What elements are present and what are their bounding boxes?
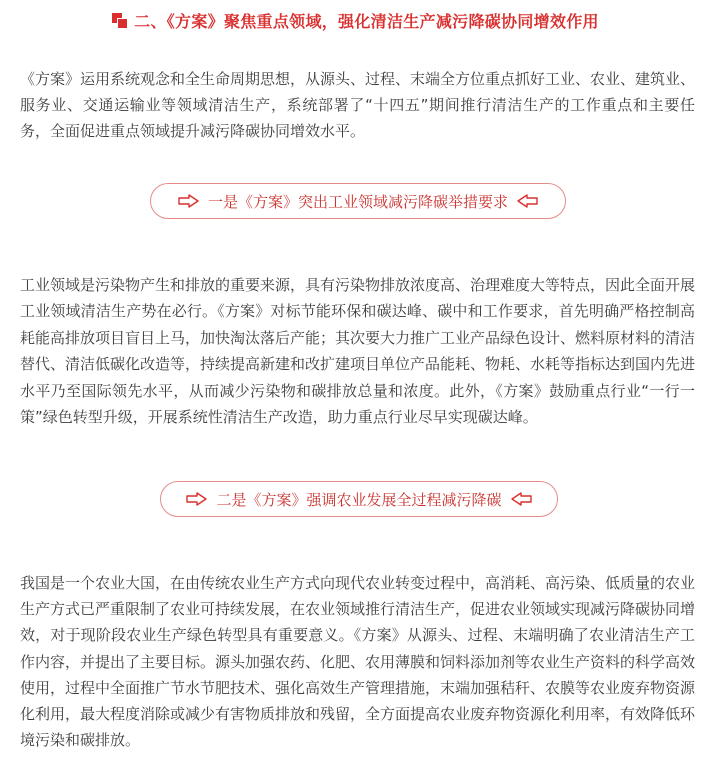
paragraph-intro: 《方案》运用系统观念和全生命周期思想，从源头、过程、末端全方位重点抓好工业、农业、建筑业、服务业、交通运输业等领域清洁生产，系统部署了“十四五”期间推行清洁生产的工作重点和主要任务，全面促进重点领域提升减污降碳协同增效水平。 [20,70,696,140]
subheading-text-agriculture: 二是《方案》强调农业发展全过程减污降碳 [216,490,502,509]
section-heading [0,8,711,32]
paragraph-agriculture: 我国是一个农业大国，在由传统农业生产方式向现代农业转变过程中，高消耗、高污染、低质量的农业生产方式已严重限制了农业可持续发展，在农业领域推行清洁生产，促进农业领域实现减污降碳协同增效，对于现阶段农业生产绿色转型具有重要意义。《方案》从源头、过程、末端明确了农业清洁生产工作内容，并提出了主要目标。源头加强农药、化肥、农用薄膜和饲料添加剂等农业生产资料的科学高效使用，过程中全面推广节水节肥技术、强化高效生产管理措施，末端加强秸秆、农膜等农业废弃物资源化利用，最大程度消除或减少有害物质排放和残留，全方面提高农业废弃物资源化利用率，有效降低环境污染和碳排放。 [20,574,696,750]
red-squares-icon [112,13,126,27]
arrow-right-icon [186,492,208,506]
section-heading-text: 二、《方案》聚焦重点领域，强化清洁生产减污降碳协同增效作用 [134,11,599,31]
arrow-left-icon [510,492,532,506]
paragraph-industry: 工业领域是污染物产生和排放的重要来源，具有污染物排放浓度高、治理难度大等特点，因此全面开展工业领域清洁生产势在必行。《方案》对标节能环保和碳达峰、碳中和工作要求，首先明确严格控制高耗能高排放项目盲目上马，加快淘汰落后产能；其次要大力推广工业产品绿色设计、燃料原材料的清洁替代、清洁低碳化改造等，持续提高新建和改扩建项目单位产品能耗、物耗、水耗等指标达到国内先进水平乃至国际领先水平，从而减少污染物和碳排放总量和浓度。此外，《方案》鼓励重点行业“一行一策”绿色转型升级，开展系统性清洁生产改造，助力重点行业尽早实现碳达峰。 [20,276,696,427]
subheading-pill-agriculture [160,481,558,517]
arrow-right-icon [178,194,200,208]
subheading-text-industry: 一是《方案》突出工业领域减污降碳举措要求 [207,192,508,211]
arrow-left-icon [516,194,538,208]
subheading-pill-industry [150,183,566,219]
